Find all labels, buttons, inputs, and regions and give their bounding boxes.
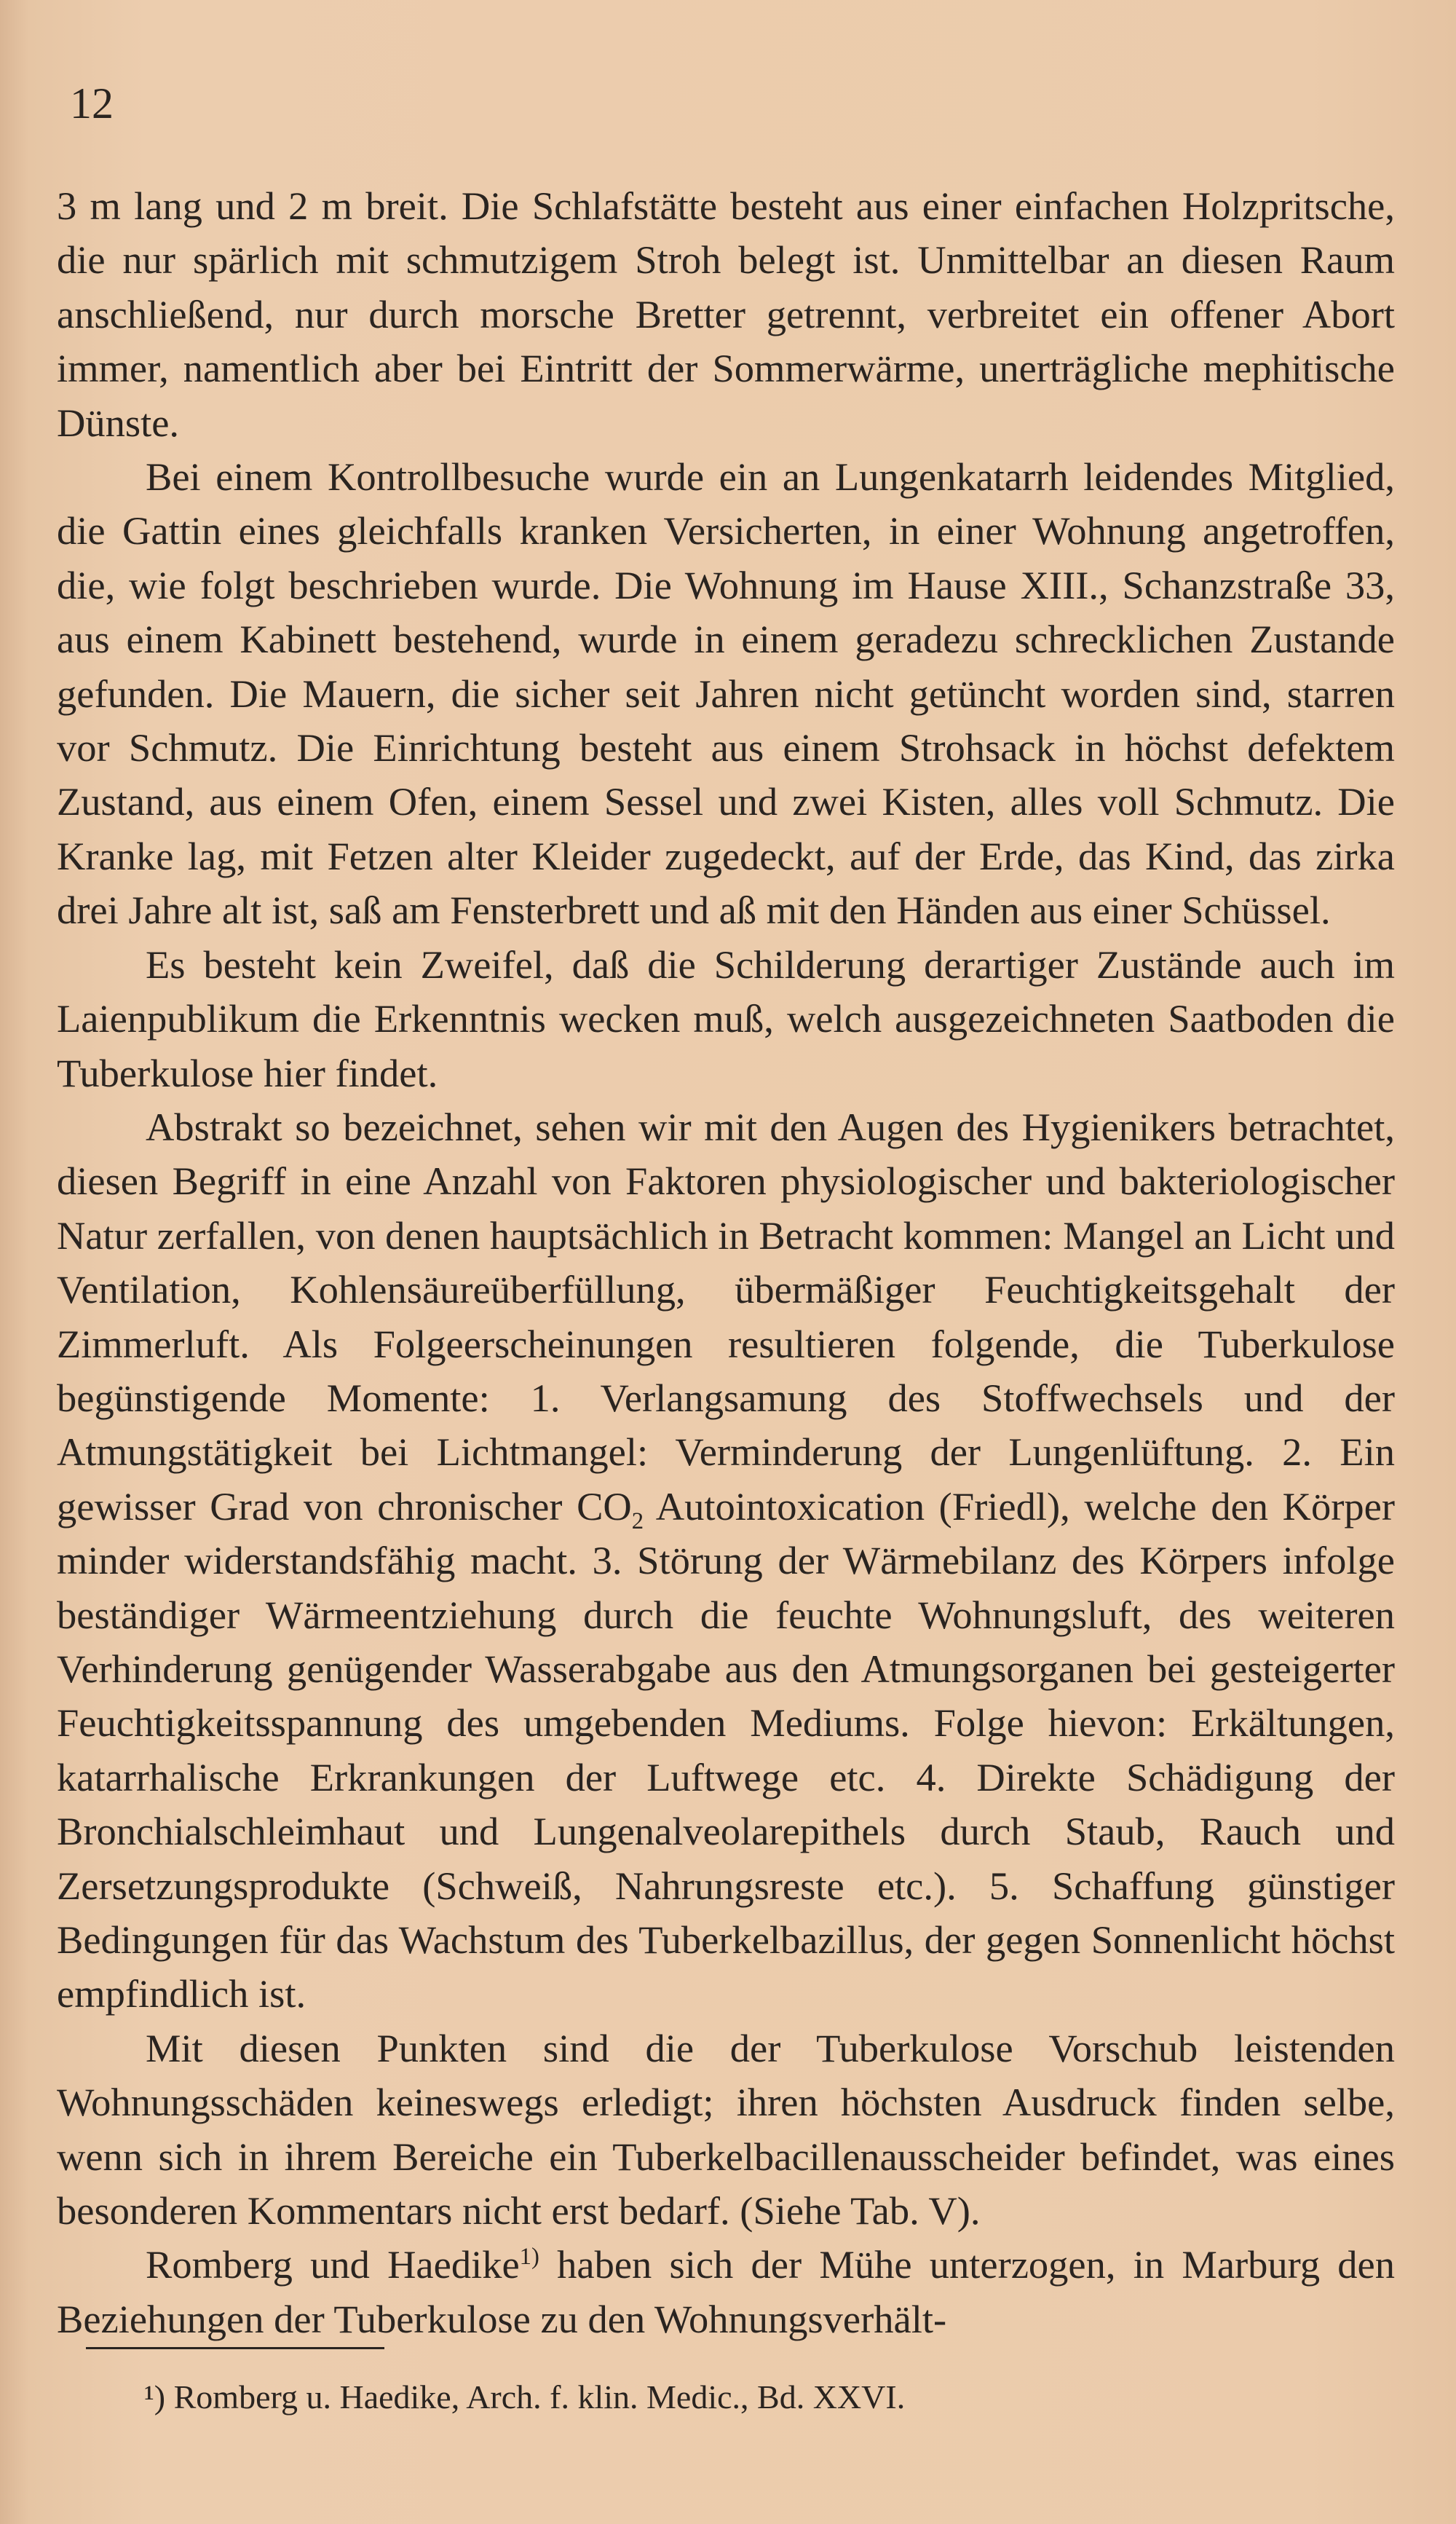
paragraph-4-part-1: Abstrakt so bezeichnet, sehen wir mit den Augen des Hygienikers betrachtet, diesen Begriff in eine Anzahl von Faktoren physiologischer und bakteriologischer Natur zerfallen, von denen hauptsächlich in Betracht kommen: Mangel an Licht und Ventilation, Kohlensäureüberfüllung, übermäßiger Feuchtigkeitsgehalt der Zimmerluft. Als Folgeerscheinungen resultieren folgende, die Tuberkulose begünstigende Momente: 1. Verlangsamung des Stoffwechsels und der Atmungstätigkeit bei Lichtmangel: Verminderung der Lungenlüftung. 2. Ein gewisser Grad von chronischer CO — [57, 1104, 1395, 1529]
page-number: 12 — [70, 79, 114, 127]
paragraph-2: Bei einem Kontrollbesuche wurde ein an Lungenkatarrh leidendes Mitglied, die Gattin eines gleichfalls kranken Versicherten, in einer Wohnung angetroffen, die, wie folgt beschrieben wurde. Die Wohnung im Hause XIII., Schanzstraße 33, aus einem Kabinett bestehend, wurde in einem geradezu schrecklichen Zustande gefunden. Die Mauern, die sicher seit Jahren nicht getüncht worden sind, starren vor Schmutz. Die Einrichtung besteht aus einem Strohsack in höchst defektem Zustand, aus einem Ofen, einem Sessel und zwei Kisten, alles voll Schmutz. Die Kranke lag, mit Fetzen alter Kleider zugedeckt, auf der Erde, das Kind, das zirka drei Jahre alt ist, saß am Fensterbrett und aß mit den Händen aus einer Schüssel. — [57, 454, 1395, 933]
body-text — [57, 179, 1395, 2346]
paragraph-6-part-2: haben sich der Mühe unterzogen, in Marburg den Beziehungen der Tuberkulose zu den Wohnungsverhält- — [57, 2242, 1396, 2341]
co2-subscript: 2 — [631, 1507, 644, 1534]
paragraph-6-part-1: Romberg und Haedike — [146, 2242, 520, 2287]
footnote-divider — [86, 2347, 384, 2349]
paragraph-6 — [57, 2238, 1395, 2346]
paragraph-3: Es besteht kein Zweifel, daß die Schilderung derartiger Zustände auch im Laienpublikum die Erkenntnis wecken muß, welch ausgezeichneten Saatboden die Tuberkulose hier findet. — [57, 942, 1395, 1095]
footnote-marker: ¹) — [144, 2378, 166, 2415]
paragraph-1: 3 m lang und 2 m breit. Die Schlafstätte besteht aus einer einfachen Holzpritsche, die nur spärlich mit schmutzigem Stroh belegt ist. Unmittelbar an diesen Raum anschließend, nur durch morsche Bretter getrennt, verbreitet ein offener Abort immer, namentlich aber bei Eintritt der Sommerwärme, unerträgliche mephitische Dünste. — [57, 184, 1395, 445]
paragraph-5: Mit diesen Punkten sind die der Tuberkulose Vorschub leistenden Wohnungsschäden keineswegs erledigt; ihren höchsten Ausdruck finden selbe, wenn sich in ihrem Bereiche ein Tuberkelbacillenausscheider befindet, was eines besonderen Kommentars nicht erst bedarf. (Siehe Tab. V). — [57, 2025, 1395, 2233]
paragraph-4 — [57, 1100, 1395, 2022]
footnote — [144, 2375, 905, 2419]
footnote-text: Romberg u. Haedike, Arch. f. klin. Medic., Bd. XXVI. — [165, 2378, 906, 2415]
footnote-reference: 1) — [519, 2244, 539, 2271]
paragraph-4-part-2: Autointoxication (Friedl), welche den Körper minder widerstandsfähig macht. 3. Störung der Wärmebilanz des Körpers infolge beständiger Wärmeentziehung durch die feuchte Wohnungsluft, des weiteren Verhinderung genügender Wasserabgabe aus den Atmungsorganen bei gesteigerter Feuchtigkeitsspannung des umgebenden Mediums. Folge hievon: Erkältungen, katarrhalische Erkrankungen der Luftwege etc. 4. Direkte Schädigung der Bronchialschleimhaut und Lungenalveolarepithels durch Staub, Rauch und Zersetzungsprodukte (Schweiß, Nahrungsreste etc.). 5. Schaffung günstiger Bedingungen für das Wachstum des Tuberkelbazillus, der gegen Sonnenlicht höchst empfindlich ist. — [57, 1483, 1395, 2016]
